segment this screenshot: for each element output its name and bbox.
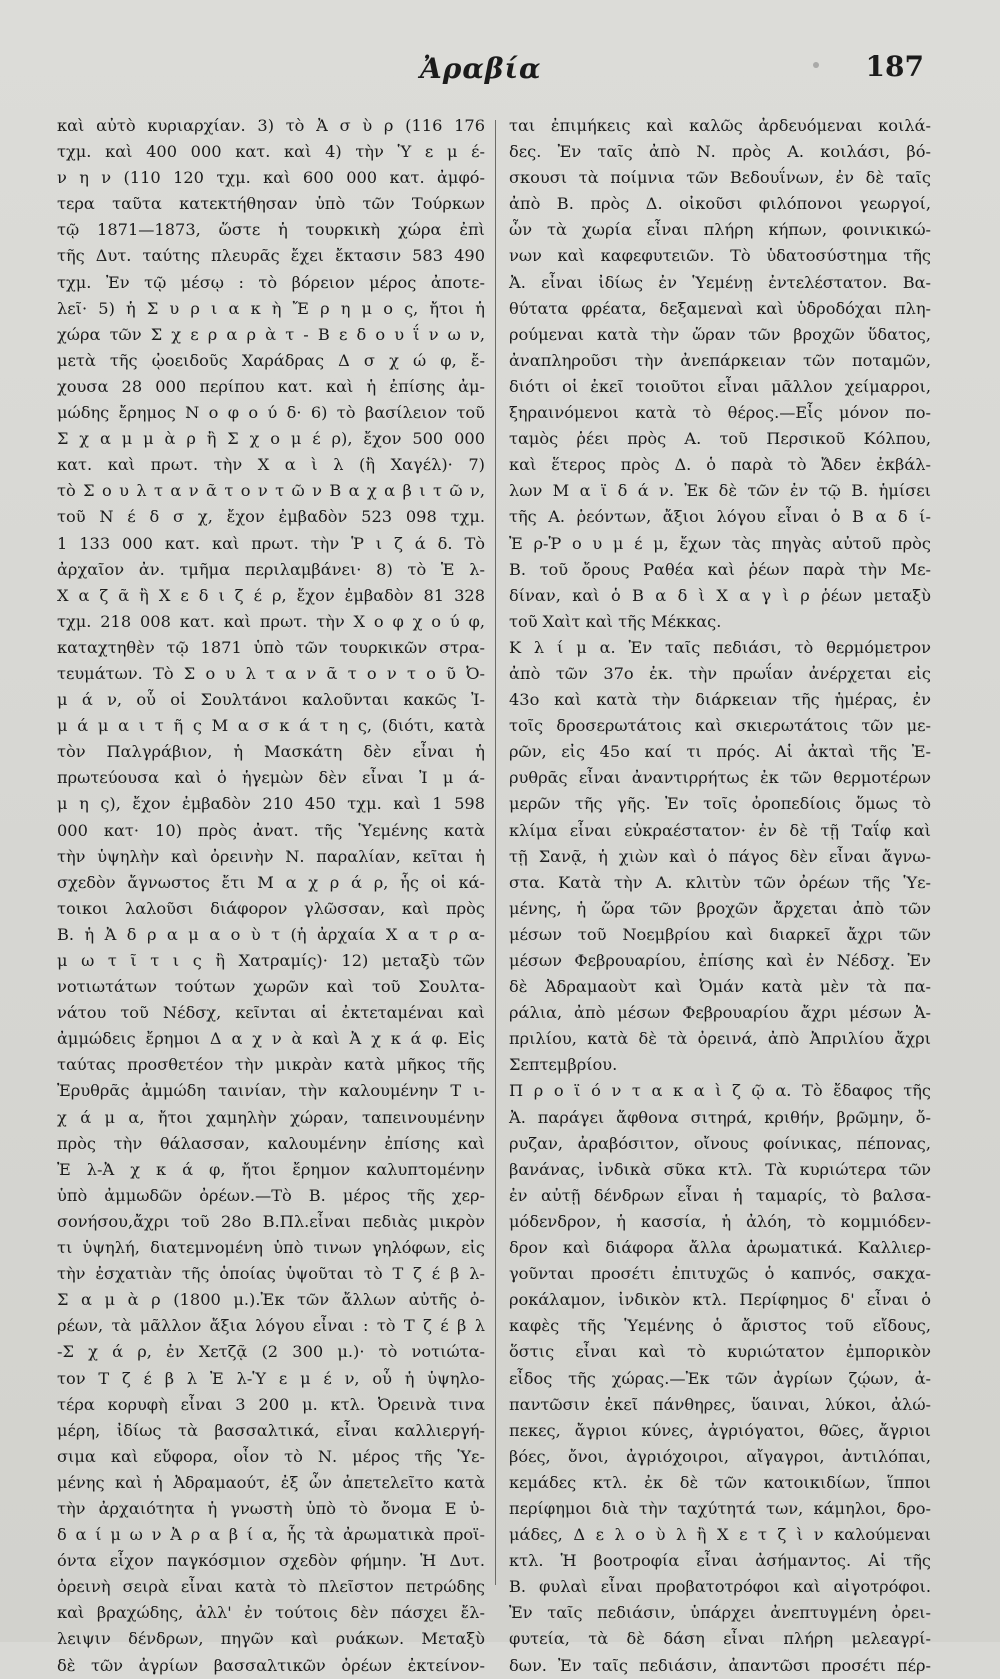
- text-line: Ἐ λ-Ἀ χ κ ά φ, ἤτοι ἔρημον καλυπτομένην: [57, 1159, 485, 1179]
- text-line: μ η ς), ἔχον ἐμβαδὸν 210 450 τχμ. καὶ 1 598: [57, 794, 485, 814]
- text-line: μερῶν τῆς γῆς. Ἐν τοῖς ὀροπεδίοις ὅμως τὸ: [509, 794, 931, 814]
- text-line: Σ χ α μ μ ὰ ρ ἢ Σ χ ο μ έ ρ), ἔχον 500 000: [57, 429, 485, 449]
- text-line: νοτιωτάτων τούτων χωρῶν καὶ τοῦ Σουλτα-: [57, 977, 485, 997]
- text-line: μ ά ν, οὗ οἱ Σουλτάνοι καλοῦνται κακῶς Ἰ-: [57, 690, 485, 710]
- text-line: πριλίου, κατὰ δὲ τὰ ὀρεινά, ἀπὸ Ἀπριλίου ἄχρι: [509, 1029, 931, 1049]
- text-line: μάδες, Δ ε λ ο ὺ λ ἢ Χ ε τ ζ ὶ ν καλούμεναι: [509, 1525, 931, 1545]
- text-line: ταύτας προσθετέον τὴν μικρὰν κατὰ μῆκος τῆς: [57, 1055, 485, 1075]
- text-line: μέρη, ἰδίως τὰ βασσαλτικά, εἶναι καλλιεργή-: [57, 1420, 485, 1440]
- text-line: δὲ Ἀδραμαοὺτ καὶ Ὀμάν κατὰ μὲν τὰ πα-: [509, 977, 931, 997]
- text-line: καφὲς τῆς Ὑεμένης ὁ ἄριστος τοῦ εἴδους,: [509, 1316, 931, 1336]
- text-line: μ ω τ ῖ τ ι ς ἢ Χατραμίς)· 12) μεταξὺ τῶν: [57, 951, 485, 970]
- text-line: τῆς Δυτ. ταύτης πλευρᾶς ἔχει ἔκτασιν 583 490: [57, 246, 485, 266]
- text-line: περίφημοι διὰ τὴν ταχύτητά των, κάμηλοι, δρο-: [509, 1498, 931, 1518]
- text-line: μένης, ἡ ὥρα τῶν βροχῶν ἄρχεται ἀπὸ τῶν: [509, 898, 931, 918]
- right-text-column: [509, 113, 931, 1679]
- text-line: δὲ τῶν ἀγρίων βασσαλτικῶν ὀρέων ἐκτείνον-: [57, 1655, 485, 1675]
- text-line: Ἀ. εἶναι ἰδίως ἐν Ὑεμένῃ ἐντελέστατον. Βα-: [509, 272, 931, 292]
- ink-speck: [813, 62, 819, 68]
- text-line: ρυζαν, ἀραβόσιτον, οἴνους φοίνικας, πέπονας,: [509, 1133, 931, 1153]
- text-line: ρῶν, εἰς 45ο καί τι πρός. Αἱ ἀκταὶ τῆς Ἐ-: [509, 742, 931, 762]
- text-line: φυτεία, τὰ δὲ δάση εἶναι πλήρη μελεαγρί-: [509, 1629, 931, 1649]
- text-line: λεῖ· 5) ἡ Σ υ ρ ι α κ ὴ Ἔ ρ η μ ο ς, ἤτοι ἡ: [57, 298, 485, 318]
- text-line: ἀμμώδεις ἔρημοι Δ α χ ν ὰ καὶ Ἀ χ κ ά φ. Εἰς: [57, 1029, 485, 1049]
- text-line: 43ο καὶ κατὰ τὴν διάρκειαν τῆς ἡμέρας, ἐν: [509, 690, 931, 710]
- text-line: Β. τοῦ ὄρους Ραθέα καὶ ῥέων παρὰ τὴν Με-: [509, 559, 931, 579]
- text-line: κεμάδες κτλ. ἐκ δὲ τῶν κατοικιδίων, ἵπποι: [509, 1472, 931, 1492]
- text-line: Χ α ζ ᾶ ἢ Χ ε δ ι ζ έ ρ, ἔχον ἐμβαδὸν 81 328: [57, 585, 485, 605]
- text-line: πεκες, ἄγριοι κύνες, ἀγριόγατοι, θῶες, ἄγριοι: [509, 1420, 931, 1440]
- text-line: τχμ. Ἐν τῷ μέσῳ : τὸ βόρειον μέρος ἀποτε-: [57, 272, 485, 292]
- text-line: κλίμα εἶναι εὐκραέστατον· ἐν δὲ τῇ Ταΐφ καὶ: [509, 820, 931, 840]
- text-line: σκουσι τὰ ποίμνια τῶν Βεδουΐνων, ἐν δὲ ταῖς: [509, 168, 931, 188]
- text-line: στα. Κατὰ τὴν Α. κλιτὺν τῶν ὀρέων τῆς Ὑε-: [509, 872, 931, 892]
- text-line: Ἐρυθρᾶς ἀμμώδη ταινίαν, τὴν καλουμένην Τ ι-: [57, 1081, 485, 1101]
- text-line: θύτατα φρέατα, δεξαμεναὶ καὶ ὑδροδόχαι πλη-: [509, 298, 931, 318]
- text-line: τοῦ Ν έ δ σ χ, ἔχον ἐμβαδὸν 523 098 τχμ.: [57, 507, 485, 527]
- column-divider: [495, 120, 496, 1585]
- text-line: μένης καὶ ἡ Ἀδραμαούτ, ἐξ ὧν ἀπετελεῖτο κατὰ: [57, 1472, 485, 1492]
- text-line: Β. ἡ Ἀ δ ρ α μ α ο ὺ τ (ἡ ἀρχαία Χ α τ ρ α-: [57, 924, 485, 944]
- text-line: πρὸς τὴν θάλασσαν, καλουμένην ἐπίσης καὶ: [57, 1133, 485, 1153]
- text-line: μετὰ τῆς ᾠοειδοῦς Χαράδρας Δ σ χ ώ φ, ἔ-: [57, 350, 485, 370]
- text-line: ρούμεναι κατὰ τὴν ὥραν τῶν βροχῶν ὕδατος,: [509, 324, 931, 344]
- text-line: Ἀ. παράγει ἄφθονα σιτηρά, κριθήν, βρῶμην, ὄ-: [509, 1107, 931, 1127]
- text-line: ὧν τὰ χωρία εἶναι πλήρη κήπων, φοινικικώ-: [509, 220, 931, 240]
- text-line: σονήσου,ἄχρι τοῦ 28ο Β.Πλ.εἶναι πεδιὰς μικρὸν: [57, 1211, 485, 1231]
- text-line: νων καὶ καφεφυτειῶν. Τὸ ὑδατοσύστημα τῆς: [509, 246, 931, 266]
- text-line: ταμὸς ῥέει πρὸς Α. τοῦ Περσικοῦ Κόλπου,: [509, 429, 931, 449]
- text-line: τερα ταῦτα κατεκτήθησαν ὑπὸ τῶν Τούρκων: [57, 194, 485, 214]
- text-line: ράλια, ἀπὸ μέσων Φεβρουαρίου ἄχρι μέσων Ἀ-: [509, 1003, 931, 1023]
- text-line: παντῶσιν ἐκεῖ πάνθηρες, ὕαιναι, λύκοι, ἀλώ-: [509, 1394, 931, 1414]
- text-line: καὶ ἕτερος πρὸς Δ. ὁ παρὰ τὸ Ἄδεν ἐκβάλ-: [509, 455, 931, 475]
- text-line: τευμάτων. Τὸ Σ ο υ λ τ α ν ᾶ τ ο ν τ ο ῦ Ὀ-: [57, 663, 485, 683]
- text-line: δων. Ἐν ταῖς πεδιάσιν, ἀπαντῶσι προσέτι πέρ-: [509, 1655, 931, 1675]
- text-line: ρυθρᾶς εἶναι ἀναντιρρήτως ἐκ τῶν θερμοτέρων: [509, 768, 931, 788]
- text-line: Β. φυλαὶ εἶναι προβατοτρόφοι καὶ αἰγοτρόφοι.: [509, 1577, 931, 1597]
- text-line: ξηραινόμενοι κατὰ τὸ θέρος.—Εἷς μόνον πο-: [509, 403, 931, 423]
- text-line: σιμα καὶ εὔφορα, οἷον τὸ Ν. μέρος τῆς Ὑε-: [57, 1446, 485, 1466]
- text-line: διότι οἱ ἐκεῖ τοιοῦτοι εἶναι μᾶλλον χείμαρροι,: [509, 376, 931, 396]
- text-line: τον Τ ζ έ β λ Ἐ λ-Ὑ ε μ έ ν, οὗ ἡ ὑψηλο-: [57, 1368, 485, 1388]
- text-line: τοῖς δροσερωτάτοις καὶ σκιερωτάτοις τῶν με-: [509, 716, 931, 736]
- text-line: τοικοι λαλοῦσι διάφορον γλῶσσαν, καὶ πρὸς: [57, 898, 485, 918]
- text-line: καὶ αὐτὸ κυριαρχίαν. 3) τὸ Ἀ σ ὺ ρ (116 176: [57, 116, 485, 135]
- text-line: μώδης ἔρημος Ν ο φ ο ύ δ· 6) τὸ βασίλειον τοῦ: [57, 403, 485, 423]
- text-line: χ ά μ α, ἤτοι χαμηλὴν χώραν, ταπεινουμένην: [57, 1107, 485, 1127]
- text-line: τὴν ὑψηλὴν καὶ ὀρεινὴν Ν. παραλίαν, κεῖται ἡ: [57, 846, 485, 866]
- text-line: δες. Ἐν ταῖς ἀπὸ Ν. πρὸς Α. κοιλάσι, βό-: [509, 142, 931, 162]
- text-line: ὑπὸ ἀμμωδῶν ὀρέων.—Τὸ Β. μέρος τῆς χερ-: [57, 1185, 485, 1205]
- text-line: πρωτεύουσα καὶ ὁ ἡγεμὼν δὲν εἶναι Ἰ μ ά-: [57, 768, 485, 788]
- text-line: ἀπὸ Β. πρὸς Δ. οἰκοῦσι φιλόπονοι γεωργοί,: [509, 194, 931, 214]
- text-line: τὴν ἀρχαιότητα ἡ γνωστὴ ὑπὸ τὸ ὄνομα Ε ὐ-: [57, 1498, 485, 1518]
- text-line: ὀρεινὴ σειρὰ εἶναι κατὰ τὸ πλεῖστον πετρώδης: [57, 1577, 485, 1597]
- text-line: δ α ί μ ω ν Ἀ ρ α β ί α, ἧς τὰ ἀρωματικὰ προϊ-: [57, 1525, 485, 1545]
- text-line: ἀναπληροῦσι τὴν ἀνεπάρκειαν τῶν ποταμῶν,: [509, 350, 931, 370]
- text-line: ν η ν (110 120 τχμ. καὶ 600 000 κατ. ἀμφό-: [57, 168, 485, 188]
- text-line: χουσα 28 000 περίπου κατ. καὶ ἡ ἐπίσης ἀμ-: [57, 376, 485, 396]
- text-line: τοῦ Χαὶτ καὶ τῆς Μέκκας.: [509, 611, 722, 631]
- text-line: Κ λ ί μ α. Ἐν ταῖς πεδιάσι, τὸ θερμόμετρον: [509, 637, 931, 657]
- text-line: κατ. καὶ πρωτ. τὴν Χ α ὶ λ (ἢ Χαγέλ)· 7): [57, 455, 485, 475]
- text-line: βανάνας, ἰνδικὰ σῦκα κτλ. Τὰ κυριώτερα τῶν: [509, 1159, 931, 1179]
- text-line: -Σ χ ά ρ, ἐν Χετζᾷ (2 300 μ.)· τὸ νοτιώτα-: [57, 1342, 485, 1362]
- text-line: γοῦνται προσέτι ἐπιτυχῶς ὁ καπνός, σακχα-: [509, 1264, 931, 1284]
- text-line: τὴν ἐσχατιὰν τῆς ὁποίας ὑψοῦται τὸ Τ ζ έ β λ-: [57, 1264, 485, 1284]
- text-line: λων Μ α ϊ δ ά ν. Ἐκ δὲ τῶν ἐν τῷ Β. ἡμίσει: [509, 481, 931, 501]
- text-line: Σ α μ ὰ ρ (1800 μ.).Ἐκ τῶν ἄλλων αὐτῆς ὀ-: [57, 1290, 485, 1310]
- text-line: Ἐν ταῖς πεδιάσιν, ὑπάρχει ἀνεπτυγμένη ὀρει-: [509, 1603, 931, 1623]
- text-line: Π ρ ο ϊ ό ν τ α κ α ὶ ζ ῷ α. Τὸ ἔδαφος τῆς: [509, 1081, 931, 1101]
- text-line: βόες, ὄνοι, ἀγριόχοιροι, αἴγαγροι, ἀντιλόπαι,: [509, 1446, 931, 1466]
- text-line: μέσων τοῦ Νοεμβρίου καὶ διαρκεῖ ἄχρι τῶν: [509, 924, 931, 944]
- text-line: μ ά μ α ι τ ῆ ς Μ α σ κ ά τ η ς, (διότι, κατὰ: [57, 716, 485, 736]
- text-line: τι ὑψηλή, διατεμνομένη ὑπὸ τινων γηλόφων, εἰς: [57, 1238, 485, 1258]
- text-line: λειψιν δένδρων, πηγῶν καὶ ρυάκων. Μεταξὺ: [57, 1629, 485, 1649]
- text-line: Σεπτεμβρίου.: [509, 1055, 618, 1075]
- text-line: χώρα τῶν Σ χ ε ρ α ρ ὰ τ - Β ε δ ο υ ΐ ν ω ν,: [57, 324, 485, 344]
- text-line: Ἐ ρ-Ῥ ο υ μ έ μ, ἔχων τὰς πηγὰς αὐτοῦ πρὸς: [509, 533, 931, 553]
- page-header: [0, 46, 1000, 94]
- text-line: καὶ βραχώδης, ἀλλ' ἐν τούτοις δὲν πάσχει ἔλ-: [57, 1603, 485, 1623]
- text-line: καταχτηθὲν τῷ 1871 ὑπὸ τῶν τουρκικῶν στρα-: [57, 637, 485, 657]
- text-line: ρέων, τὰ μᾶλλον ἄξια λόγου εἶναι : τὸ Τ ζ έ β λ: [57, 1316, 485, 1336]
- text-line: ται ἐπιμήκεις καὶ καλῶς ἀρδευόμεναι κοιλά-: [509, 116, 931, 135]
- text-line: ἐν αὐτῇ δένδρων εἶναι ἡ ταμαρίς, τὸ βαλσα-: [509, 1185, 931, 1205]
- text-line: μόδενδρον, ἡ κασσία, ἡ ἀλόη, τὸ κομμιόδεν-: [509, 1211, 931, 1231]
- text-line: 000 κατ· 10) πρὸς ἀνατ. τῆς Ὑεμένης κατὰ: [57, 820, 485, 840]
- text-line: τχμ. 218 008 κατ. καὶ πρωτ. τὴν Χ ο φ χ ο ύ φ,: [57, 611, 485, 631]
- text-line: τῷ 1871—1873, ὥστε ἡ τουρκικὴ χώρα ἐπὶ: [57, 220, 485, 240]
- text-line: εἶδος τῆς χώρας.—Ἐκ τῶν ἀγρίων ζῴων, ἀ-: [509, 1368, 931, 1388]
- text-line: τῇ Σανᾷ, ἡ χιὼν καὶ ὁ πάγος δὲν εἶναι ἄγνω-: [509, 846, 931, 866]
- text-line: 1 133 000 κατ. καὶ πρωτ. τὴν Ῥ ι ζ ά δ. Τὸ: [57, 533, 485, 553]
- text-line: τὸ Σ ο υ λ τ α ν ᾶ τ ο ν τ ῶ ν Β α χ α β ι τ ῶ ν,: [57, 481, 485, 501]
- text-line: ροκάλαμον, ἰνδικὸν κτλ. Περίφημος δ' εἶναι ὁ: [509, 1290, 931, 1310]
- text-line: σχεδὸν ἄγνωστος ἔτι Μ α χ ρ ά ρ, ἧς οἱ κά-: [57, 872, 485, 892]
- text-line: τῆς Α. ῥεόντων, ἄξιοι λόγου εἶναι ὁ Β α δ ί-: [509, 507, 931, 527]
- text-line: τχμ. καὶ 400 000 κατ. καὶ 4) τὴν Ὑ ε μ έ-: [57, 142, 485, 162]
- text-line: ὅστις εἶναι καὶ τὸ κυριώτατον ἐμπορικὸν: [509, 1342, 931, 1362]
- text-line: δίναν, καὶ ὁ Β α δ ὶ Χ α γ ὶ ρ ῥέων μεταξὺ: [509, 585, 931, 605]
- text-line: κτλ. Ἡ βοοτροφία εἶναι ἀσήμαντος. Αἱ τῆς: [509, 1551, 931, 1571]
- running-title: Ἀραβία: [420, 52, 542, 85]
- text-line: μέσων Φεβρουαρίου, ἐπίσης καὶ ἐν Νέδσχ. Ἐν: [509, 951, 931, 970]
- text-line: όντα εἶχον παγκόσμιον σχεδὸν φήμην. Ἡ Δυτ.: [57, 1551, 485, 1571]
- text-line: τέρα κορυφὴ εἶναι 3 200 μ. κτλ. Ὀρεινὰ τινα: [57, 1394, 485, 1414]
- text-line: νάτου τοῦ Νέδσχ, κεῖνται αἱ ἐκτεταμέναι καὶ: [57, 1003, 485, 1023]
- left-text-column: [57, 113, 485, 1679]
- text-line: δρον καὶ διάφορα ἄλλα ἀρωματικά. Καλλιερ-: [509, 1238, 931, 1258]
- text-line: τὸν Παλγράβιον, ἡ Μασκάτη δὲν εἶναι ἡ: [57, 742, 485, 762]
- text-line: ἀρχαῖον ἀν. τμῆμα περιλαμβάνει· 8) τὸ Ἑ λ-: [57, 559, 485, 579]
- page-number: 187: [865, 50, 924, 83]
- text-line: ἀπὸ τῶν 37ο ἐκ. τὴν πρωΐαν ἀνέρχεται εἰς: [509, 663, 931, 683]
